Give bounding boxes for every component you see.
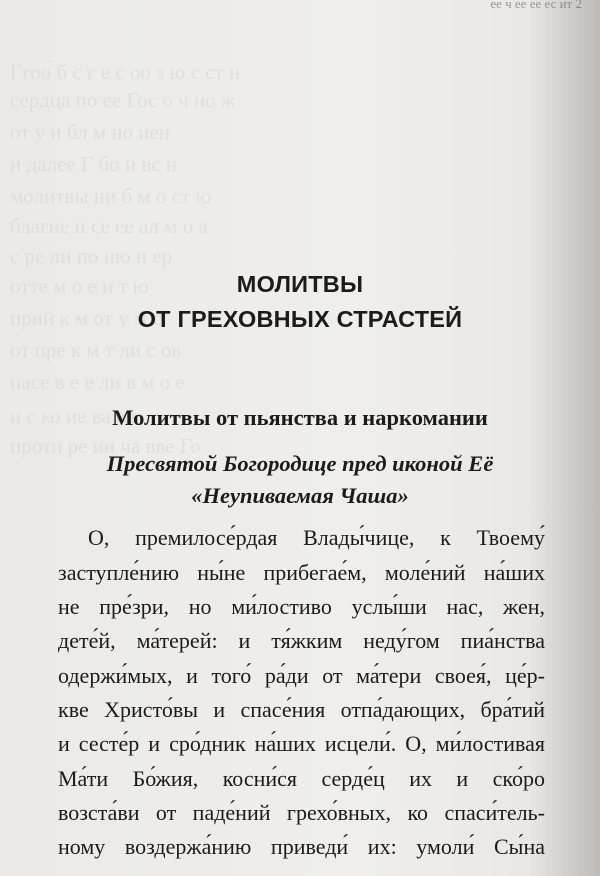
body-line: дете́й, ма́терей: и тя́жким неду́гом пиа́нства [58, 628, 545, 653]
body-line: Ма́ти Бо́жия, косни́ся серде́ц их и ско́ро [58, 766, 545, 791]
body-line: О, премилосе́рдая Влады́чице, к Твоему́ [88, 525, 545, 550]
body-line: заступле́нию ны́не прибегае́м, моле́ний на́ших [58, 560, 545, 585]
body-line: ному воздержа́нию приведи́ их: умоли́ Сы́на [58, 834, 545, 859]
body-line: кве Христо́вы и спасе́ния отпа́дающих, бра́тий [58, 697, 545, 722]
body-line: возста́ви от паде́ний грехо́вных, ко спаси́тель- [58, 800, 545, 825]
prayer-title-line2: «Неупиваемая Чаша» [191, 483, 409, 508]
prayer-title-line1: Пресвятой Богородице пред иконой Её [106, 451, 494, 476]
section-title: Молитвы от пьянства и наркомании [112, 405, 488, 430]
show-through-text: Ггоо́ б с г е с оо з ю с ст н сердца по ее Гос о ч но ж от у и бл м но иен и далее Г бо и вс н молитвы ни б м о ст ю благие и се ее ал м о а с ре ли по ию н ер отте м о е и т ю прий к м от у м с от пре к м т ли с ов насе в е е ли в м о е и с ко ие ва ел проти ре ин ча вве Го [10, 60, 241, 458]
body-line: одержи́мых, и того́ ра́ди от ма́тери своея́, це́р- [58, 663, 545, 688]
chapter-title-line2: ОТ ГРЕХОВНЫХ СТРАСТЕЙ [137, 306, 463, 332]
chapter-title-line1: МОЛИТВЫ [236, 271, 364, 297]
show-through-header: ее ч ее ее ес ит 2 [490, 0, 582, 11]
body-line: не пре́зри, но ми́лостиво услы́ши нас, жен, [58, 594, 545, 619]
body-line: и сесте́р и сро́дник на́ших исцели́. О, ми́лостивая [58, 731, 545, 756]
